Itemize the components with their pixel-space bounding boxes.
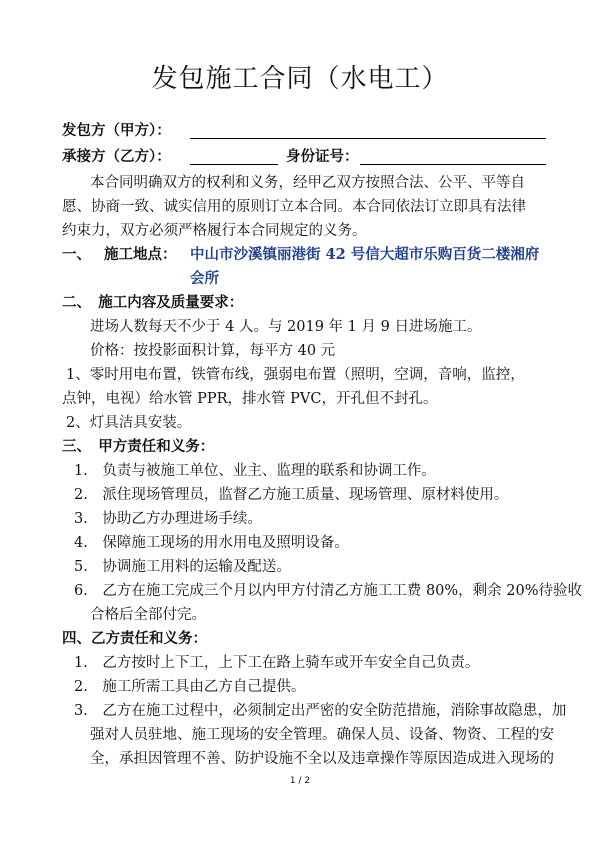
section4-heading: 四、乙方责任和义务： (62, 630, 207, 647)
section2-line-2: 价格：按投影面积计算，每平方 40 元 (90, 343, 336, 359)
section3-item-2: 2. 派住现场管理员，监督乙方施工质量、现场管理、原材料使用。 (74, 487, 509, 503)
party-a-label: 发包方（甲方）： (62, 122, 171, 139)
section4-item-3-cont-1: 强对人员驻地、施工现场的安全管理。确保人员、设备、物资、工程的安 (90, 727, 554, 743)
site-address-line-1: 中山市沙溪镇丽港街 42 号信大超市乐购百货二楼湘府 (190, 246, 540, 263)
section3-heading: 三、 甲方责任和义务： (62, 438, 215, 455)
section2-heading: 二、 施工内容及质量要求： (62, 294, 244, 311)
section1-number: 一、 (62, 246, 91, 263)
id-number-field[interactable] (360, 150, 546, 165)
section2-line-4: 点钟，电视）给水管 PPR，排水管 PVC，开孔但不封孔。 (62, 391, 438, 407)
section2-line-3: 1、零时用电布置，铁管布线，强弱电布置（照明，空调，音响，监控， (66, 367, 525, 383)
section2-line-1: 进场人数每天不少于 4 人。与 2019 年 1 月 9 日进场施工。 (90, 319, 482, 335)
section4-item-3: 3. 乙方在施工过程中，必须制定出严密的安全防范措施，消除事故隐患，加 (74, 703, 567, 719)
section4-item-2: 2. 施工所需工具由乙方自己提供。 (74, 679, 306, 695)
site-address-line-2: 会所 (190, 270, 219, 287)
section3-item-4: 4. 保障施工现场的用水用电及照明设备。 (74, 535, 349, 551)
section3-item-3: 3. 协助乙方办理进场手续。 (74, 511, 262, 527)
party-b-label: 承接方（乙方）： (62, 148, 171, 165)
document-title: 发包施工合同（水电工） (151, 64, 449, 94)
section1-label: 施工地点： (104, 246, 177, 263)
section3-item-6-cont: 合格后全部付完。 (90, 607, 206, 623)
section4-item-1: 1. 乙方按时上下工，上下工在路上骑车或开车安全自己负责。 (74, 655, 480, 671)
section2-line-5: 2、灯具洁具安装。 (66, 415, 192, 431)
party-b-field[interactable] (190, 150, 278, 165)
section3-item-5: 5. 协调施工用料的运输及配送。 (74, 559, 291, 575)
intro-line-1: 本合同明确双方的权利和义务，经甲乙双方按照合法、公平、平等自 (90, 175, 525, 191)
intro-line-2: 愿、协商一致、诚实信用的原则订立本合同。本合同依法订立即具有法律 (62, 199, 526, 215)
intro-line-3: 约束力，双方必须严格履行本合同规定的义务。 (62, 223, 367, 239)
page-number: 1 / 2 (289, 776, 311, 786)
section3-item-1: 1. 负责与被施工单位、业主、监理的联系和协调工作。 (74, 463, 436, 479)
id-number-label: 身份证号： (286, 148, 359, 165)
party-a-field[interactable] (190, 124, 546, 139)
section3-item-6: 6. 乙方在施工完成三个月以内甲方付清乙方施工工费 80%，剩余 20%待验收 (74, 583, 583, 599)
section4-item-3-cont-2: 全，承担因管理不善、防护设施不全以及违章操作等原因造成进入现场的 (90, 751, 554, 767)
